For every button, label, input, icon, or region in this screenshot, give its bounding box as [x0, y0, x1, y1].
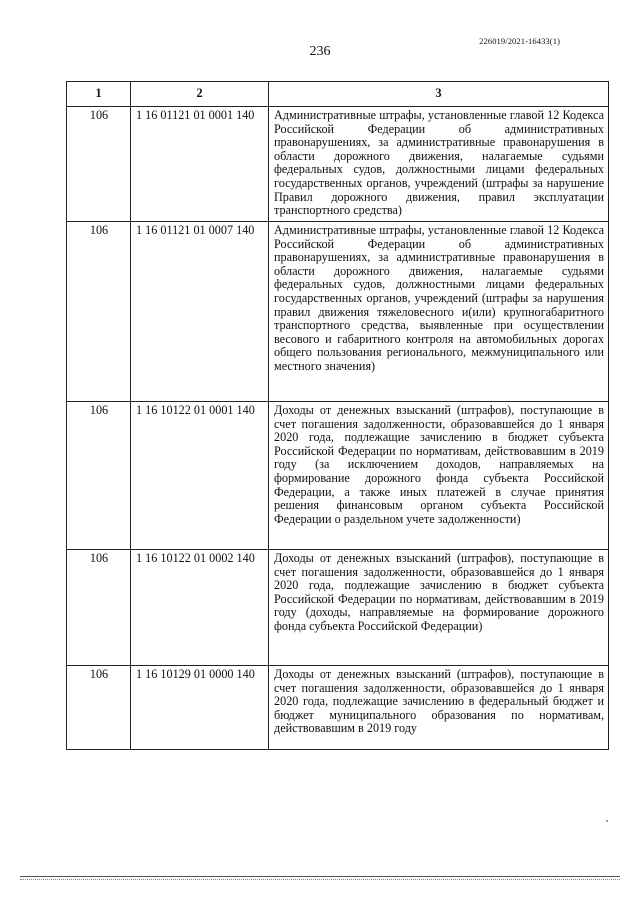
revenue-description-cell: Доходы от денежных взысканий (штрафов), поступающие в счет погашения задолженности, образовавшейся до 1 января 2020 года, подлежащие зачислению в бюджет субъекта Российской Федерации по нормативам, действовавшим в 2019 году (за исключением доходов, направляемых на формирование дорожного фонда субъекта Российской Федерации, а также иных платежей в случае принятия решения финансовым органом субъекта Российской Федерации о раздельном учете задолженности) — [269, 402, 609, 550]
budget-classification-code-cell: 1 16 10122 01 0002 140 — [131, 550, 269, 666]
revenue-description-cell: Административные штрафы, установленные главой 12 Кодекса Российской Федерации об административных правонарушениях, за административные правонарушения в области дорожного движения, налагаемые судьями федеральных судов, должностными лицами федеральных государственных органов, учреждений (штрафы за нарушение Правил дорожного движения, правил эксплуатации транспортного средства) — [269, 107, 609, 222]
column-header-1: 1 — [67, 82, 131, 107]
admin-code-cell: 106 — [67, 222, 131, 402]
scan-artifact — [606, 820, 608, 822]
table-row — [67, 666, 609, 750]
admin-code-cell: 106 — [67, 550, 131, 666]
admin-code-cell: 106 — [67, 666, 131, 750]
column-header-3: 3 — [269, 82, 609, 107]
scan-edge-line — [20, 876, 620, 877]
budget-classification-code-cell: 1 16 01121 01 0001 140 — [131, 107, 269, 222]
budget-classification-code-cell: 1 16 10129 01 0000 140 — [131, 666, 269, 750]
budget-classification-code-cell: 1 16 01121 01 0007 140 — [131, 222, 269, 402]
admin-code-cell: 106 — [67, 107, 131, 222]
table-row — [67, 550, 609, 666]
table-row — [67, 402, 609, 550]
revenue-description-cell: Доходы от денежных взысканий (штрафов), поступающие в счет погашения задолженности, образовавшейся до 1 января 2020 года, подлежащие зачислению в бюджет субъекта Российской Федерации по нормативам, действовавшим в 2019 году (доходы, направляемые на формирование дорожного фонда субъекта Российской Федерации) — [269, 550, 609, 666]
revenue-codes-table — [66, 81, 609, 750]
table-header-row — [67, 82, 609, 107]
table-row — [67, 107, 609, 222]
table-row — [67, 222, 609, 402]
scan-edge-line-dotted — [20, 879, 620, 880]
admin-code-cell: 106 — [67, 402, 131, 550]
revenue-description-cell: Административные штрафы, установленные главой 12 Кодекса Российской Федерации об административных правонарушениях, за административные правонарушения в области дорожного движения, налагаемые судьями федеральных судов, должностными лицами федеральных государственных органов, учреждений (штрафы за нарушения правил движения тяжеловесного и(или) крупногабаритного транспортного средства, выявленные при осуществлении весового и габаритного контроля на автомобильных дорогах общего пользования регионального, межмуниципального или местного значения) — [269, 222, 609, 402]
budget-classification-code-cell: 1 16 10122 01 0001 140 — [131, 402, 269, 550]
document-id: 226019/2021-16433(1) — [479, 36, 560, 46]
page-number: 236 — [309, 44, 331, 59]
revenue-description-cell: Доходы от денежных взысканий (штрафов), поступающие в счет погашения задолженности, образовавшейся до 1 января 2020 года, подлежащие зачислению в федеральный бюджет и бюджет муниципального образования по нормативам, действовавшим в 2019 году — [269, 666, 609, 750]
column-header-2: 2 — [131, 82, 269, 107]
